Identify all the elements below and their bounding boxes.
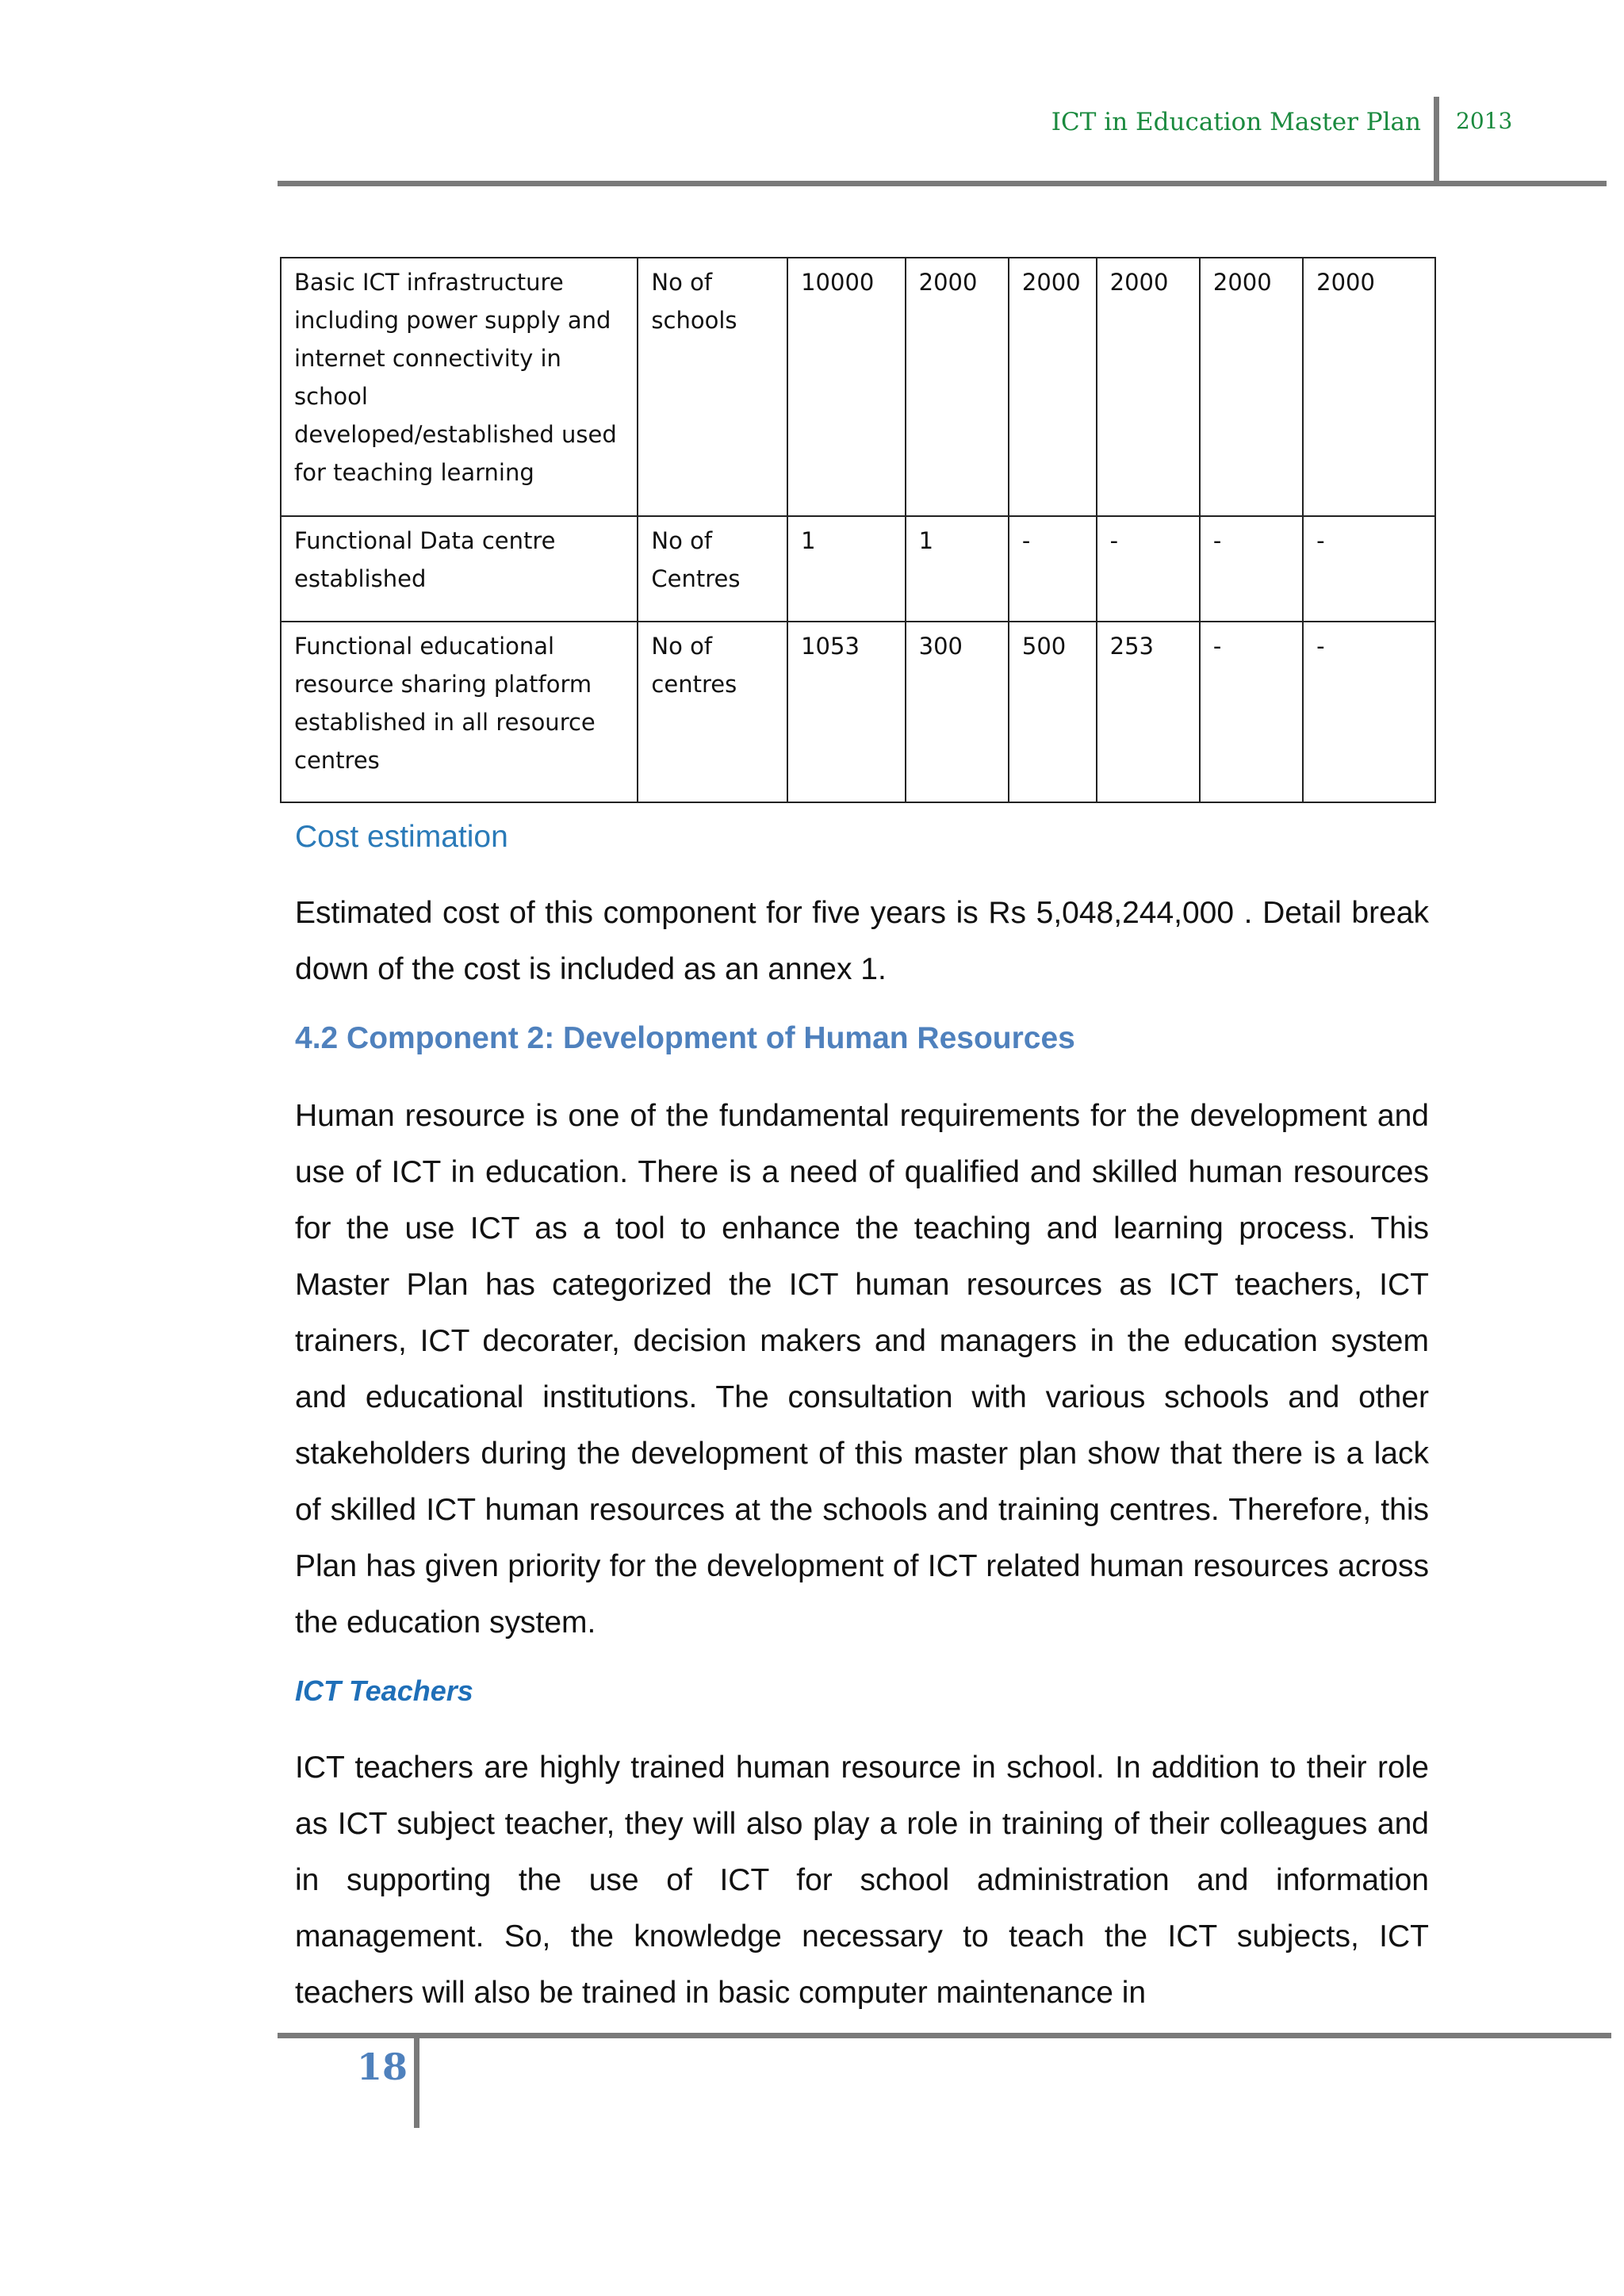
- header-year: 2013: [1456, 108, 1513, 134]
- table-cell-value: 1: [906, 516, 1009, 622]
- header-divider: [1434, 97, 1439, 186]
- table-cell-indicator: Functional Data centre established: [281, 516, 638, 622]
- table-cell-value: -: [1097, 516, 1200, 622]
- table-cell-unit: No of centres: [638, 622, 787, 802]
- table-cell-value: 2000: [1200, 258, 1303, 516]
- ict-teachers-heading: ICT Teachers: [295, 1674, 473, 1707]
- table-cell-value: -: [1303, 516, 1435, 622]
- table-cell-unit: No of schools: [638, 258, 787, 516]
- table-cell-value: 2000: [1009, 258, 1097, 516]
- cost-estimation-heading: Cost estimation: [295, 820, 508, 854]
- component2-heading: 4.2 Component 2: Development of Human Resources: [295, 1021, 1075, 1055]
- table-row: [281, 516, 1435, 622]
- targets-table: [280, 257, 1436, 803]
- table-cell-value: -: [1200, 622, 1303, 802]
- component2-paragraph: Human resource is one of the fundamental requirements for the development and use of ICT in education. There is a need of qualified and skilled human resources for the use ICT as a tool to enhance the teaching and learning process. This Master Plan has categorized the ICT human resources as ICT teachers, ICT trainers, ICT decorater, decision makers and managers in the education system and educational institutions. The consultation with various schools and other stakeholders during the development of this master plan show that there is a lack of skilled ICT human resources at the schools and training centres. Therefore, this Plan has given priority for the development of ICT related human resources across the education system.: [295, 1099, 1429, 1640]
- table-cell-value: 253: [1097, 622, 1200, 802]
- table-cell-unit: No of Centres: [638, 516, 787, 622]
- header-title: ICT in Education Master Plan: [1051, 108, 1421, 136]
- footer-rule: [278, 2033, 1611, 2038]
- table-cell-value: -: [1303, 622, 1435, 802]
- table-row: [281, 258, 1435, 516]
- table-cell-value: 2000: [1097, 258, 1200, 516]
- table-cell-value: -: [1200, 516, 1303, 622]
- table-cell-value: 2000: [1303, 258, 1435, 516]
- page-number: 18: [357, 2045, 408, 2088]
- table-cell-value: 10000: [787, 258, 906, 516]
- ict-teachers-paragraph: ICT teachers are highly trained human resource in school. In addition to their role as ICT subject teacher, they will also play a role in training of their colleagues and in supporting the use of ICT for school administration and information management. So, the knowledge necessary to teach the ICT subjects, ICT teachers will also be trained in basic computer maintenance in: [295, 1751, 1429, 2010]
- footer-divider: [414, 2033, 419, 2128]
- table-row: [281, 622, 1435, 802]
- cost-estimation-paragraph: Estimated cost of this component for five years is Rs 5,048,244,000 . Detail break down of the cost is included as an annex 1.: [295, 896, 1429, 986]
- table-cell-value: 1053: [787, 622, 906, 802]
- table-cell-value: 500: [1009, 622, 1097, 802]
- table-cell-value: 2000: [906, 258, 1009, 516]
- table-cell-value: 300: [906, 622, 1009, 802]
- table-cell-indicator: Basic ICT infrastructure including power supply and internet connectivity in school developed/established used for teaching learning: [281, 258, 638, 516]
- table-cell-value: 1: [787, 516, 906, 622]
- table-cell-indicator: Functional educational resource sharing platform established in all resource centres: [281, 622, 638, 802]
- table-cell-value: -: [1009, 516, 1097, 622]
- header-rule: [278, 181, 1607, 186]
